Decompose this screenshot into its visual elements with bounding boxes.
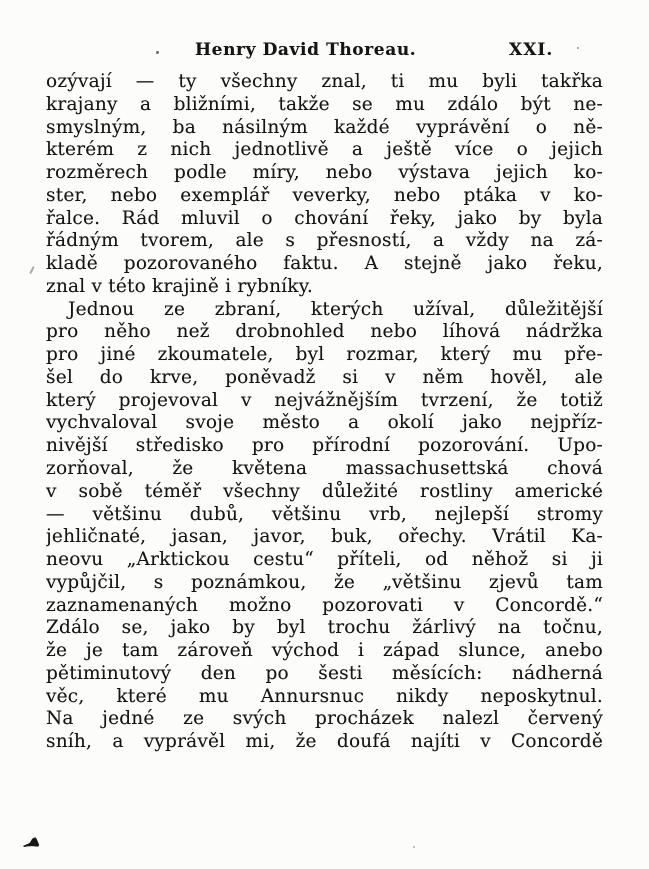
text-line: pro jiné zkoumatele, byl rozmar, který mu pře- <box>46 344 603 366</box>
text-line: ozývají — ty všechny znal, ti mu byli takřka <box>46 71 603 92</box>
scratch-artifact <box>29 266 34 274</box>
text-line: — většinu dubů, většinu vrb, nejlepší stromy <box>46 503 603 525</box>
text-line: zorňoval, že květena massachusettská chová <box>46 458 603 480</box>
running-header <box>0 40 649 64</box>
text-line: věc, které mu Annursnuc nikdy neposkytnul. <box>46 685 603 707</box>
text-line: krajany a bližními, takže se mu zdálo být ne- <box>46 93 603 115</box>
text-line: Zdálo se, jako by byl trochu žárlivý na točnu, <box>46 617 603 639</box>
ink-blot-artifact <box>23 837 40 848</box>
text-line: šel do krve, poněvadž si v něm hověl, ale <box>46 366 603 388</box>
text-line: řádným tvorem, ale s přesností, a vždy na zá- <box>46 230 603 252</box>
text-line: nivější středisko pro přírodní pozorování. Upo- <box>46 435 603 457</box>
text-line: smyslným, ba násilným každé vyprávění o ně- <box>46 116 603 138</box>
page-title: Henry David Thoreau. <box>195 40 417 60</box>
text-line: vychvaloval svoje město a okolí jako nejpříz- <box>46 412 603 434</box>
text-line: Na jedné ze svých procházek nalezl červený <box>46 708 603 730</box>
text-line: který projevoval v nejvážnějším tvrzení, že totiž <box>46 389 603 411</box>
text-line: Jednou ze zbraní, kterých užíval, důležitější <box>68 298 603 320</box>
page-number: XXI. <box>509 40 554 60</box>
text-line: pro něho než drobnohled nebo líhová nádržka <box>46 321 603 343</box>
text-line: zaznamenaných možno pozorovati v Concordě.“ <box>46 594 603 616</box>
page-body <box>46 71 603 754</box>
ink-speck-artifact <box>577 47 579 49</box>
text-line: pětiminutový den po šesti měsících: nádherná <box>46 662 603 684</box>
text-line: v sobě téměř všechny důležité rostliny americké <box>46 480 603 502</box>
ink-speck-artifact <box>413 846 415 848</box>
ink-speck-artifact <box>156 51 159 54</box>
text-line: že je tam zároveň východ i západ slunce, anebo <box>46 640 603 662</box>
text-line: sníh, a vyprávěl mi, že doufá najíti v Concordě <box>46 731 603 753</box>
text-line: neovu „Arktickou cestu“ příteli, od něhož si ji <box>46 549 603 571</box>
text-line: řalce. Rád mluvil o chování řeky, jako by byla <box>46 207 603 229</box>
text-line: kterém z nich jednotlivě a ještě více o jejich <box>46 139 603 161</box>
text-line: ster, nebo exemplář veverky, nebo ptáka v ko- <box>46 184 603 206</box>
text-line: znal v této krajině i rybníky. <box>46 275 313 297</box>
text-line: jehličnaté, jasan, javor, buk, ořechy. Vrátil Ka- <box>46 526 603 548</box>
text-line: vypůjčil, s poznámkou, že „většinu zjevů tam <box>46 571 603 593</box>
text-line: rozměrech podle míry, nebo výstava jejich ko- <box>46 162 603 184</box>
text-line: kladě pozorovaného faktu. A stejně jako řeku, <box>46 253 603 275</box>
